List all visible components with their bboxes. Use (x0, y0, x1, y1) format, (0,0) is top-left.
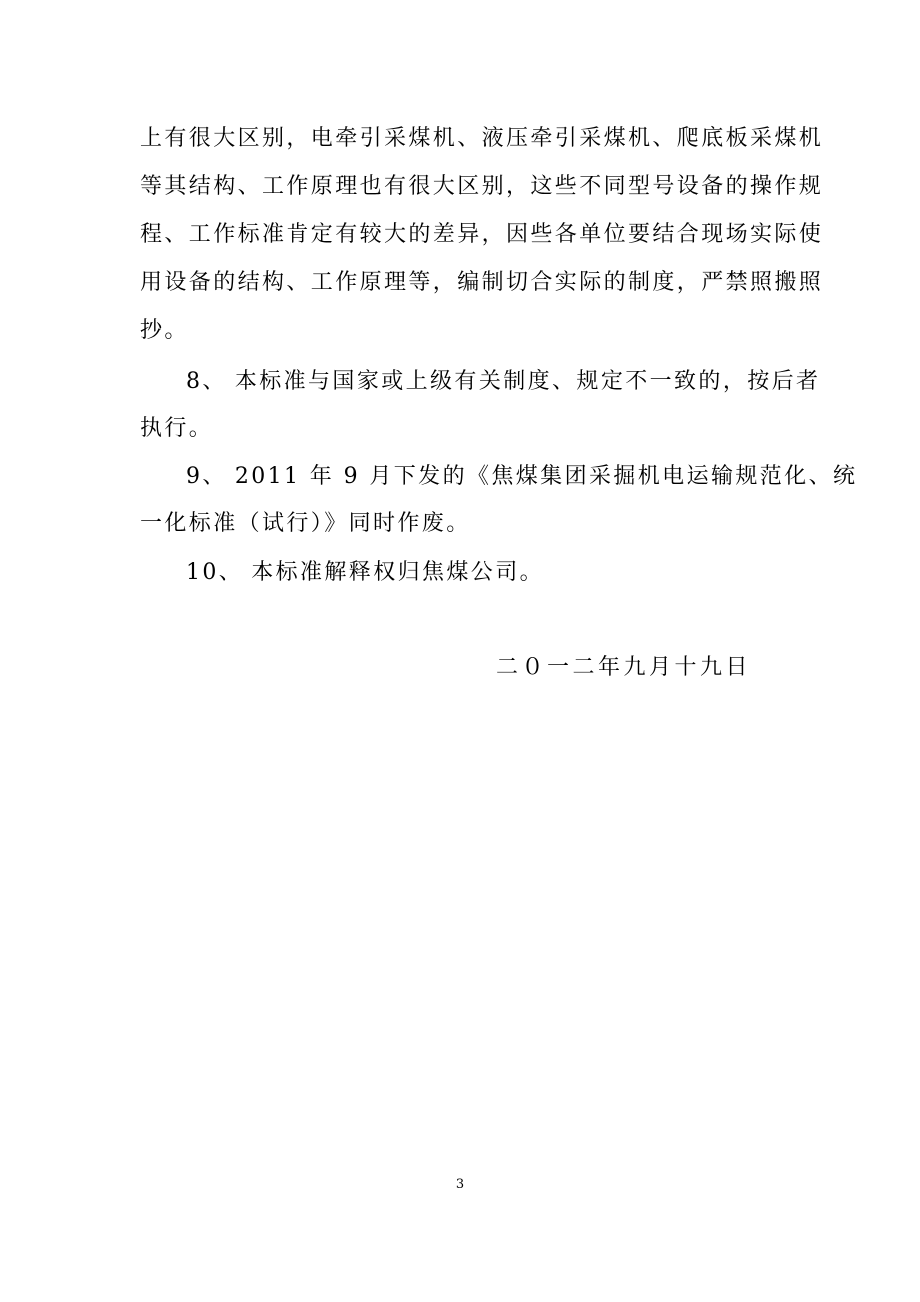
item-10-text: 本标准解释权归焦煤公司。 (251, 560, 545, 585)
item-8-text: 本标准与国家或上级有关制度、规定不一致的，按后者 (234, 369, 821, 394)
item-9-line-2: 一化标准（试行）》同时作废。 (140, 511, 471, 536)
item-8-number: 8、 (186, 369, 227, 394)
body-line-5: 抄。 (140, 318, 189, 343)
body-line-1: 上有很大区别，电牵引采煤机、液压牵引采煤机、爬底板采煤机 (140, 126, 824, 151)
page-number: 3 (455, 1177, 465, 1192)
item-9-number: 9、 (186, 464, 227, 489)
document-date: 二０一二年九月十九日 (496, 655, 752, 680)
body-line-2: 等其结构、工作原理也有很大区别，这些不同型号设备的操作规 (140, 174, 824, 199)
item-8-line-1 (186, 367, 821, 397)
item-10-number: 10、 (186, 560, 244, 585)
item-8-line-2: 执行。 (140, 416, 214, 441)
item-9-text: 2011 年 9 月下发的《焦煤集团采掘机电运输规范化、统 (234, 464, 858, 489)
body-line-4: 用设备的结构、工作原理等，编制切合实际的制度，严禁照搬照 (140, 270, 824, 295)
body-line-3: 程、工作标准肯定有较大的差异，因些各单位要结合现场实际使 (140, 222, 824, 247)
item-9-line-1 (186, 462, 858, 492)
item-10-line-1 (186, 558, 790, 588)
